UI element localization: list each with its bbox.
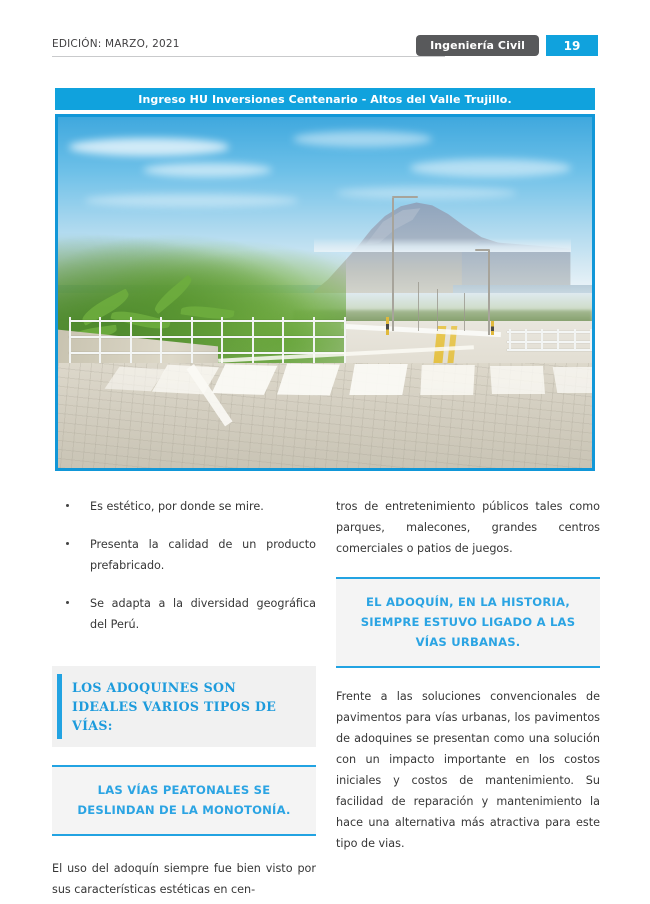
crosswalk — [58, 356, 592, 412]
cloud — [69, 138, 229, 156]
crosswalk-stripe — [420, 365, 475, 395]
pullquote-text: LAS VÍAS PEATONALES SE DESLINDAN DE LA MONOTONÍA. — [77, 783, 291, 817]
section-tab: Ingeniería Civil — [416, 35, 539, 56]
pedestrian-railing-right — [507, 329, 592, 350]
crosswalk-stripe — [552, 367, 592, 393]
figure-block — [55, 88, 595, 471]
page-number-badge: 19 — [546, 35, 598, 56]
street-lamp — [392, 198, 394, 331]
photo-frame — [55, 114, 595, 471]
pullquote-right — [336, 577, 600, 668]
road-bollard — [386, 317, 389, 335]
street-lamp-arm — [475, 249, 490, 251]
right-column — [336, 496, 600, 854]
list-item: Presenta la calidad de un producto prefabricado. — [52, 534, 316, 576]
left-column — [52, 496, 316, 900]
crosswalk-stripe — [212, 364, 278, 395]
paragraph-right-bottom: Frente a las soluciones convencionales de pavimentos para vías urbanas, los pavimentos de adoquines se presentan como una solución con un impacto importante en los costos iniciales y costos de mantenimiento. Su facilidad de reparación y mantenimiento la hace una alternativa más atractiva para este tipo de vias. — [336, 690, 600, 850]
list-item: Es estético, por donde se mire. — [52, 496, 316, 517]
list-item: Se adapta a la diversidad geográfica del Perú. — [52, 593, 316, 635]
header-divider — [52, 56, 445, 57]
pullquote-left — [52, 765, 316, 836]
paragraph-left: El uso del adoquín siempre fue bien visto por sus características estéticas en cen- — [52, 862, 316, 896]
page-header — [52, 36, 598, 62]
benefits-list — [52, 496, 316, 635]
atmospheric-haze — [314, 238, 570, 252]
paragraph-right-top: tros de entretenimiento públicos tales como parques, malecones, grandes centros comerciales o patios de juegos. — [336, 500, 600, 555]
cloud — [85, 194, 299, 206]
cloud — [410, 159, 570, 177]
utility-pole — [437, 289, 438, 331]
cloud — [293, 131, 432, 147]
crosswalk-stripe — [490, 366, 545, 394]
road-bollard — [491, 321, 494, 335]
utility-pole — [418, 282, 419, 331]
edition-label: EDICIÓN: MARZO, 2021 — [52, 38, 180, 50]
crosswalk-stripe — [349, 364, 408, 395]
pullquote-text: EL ADOQUÍN, EN LA HISTORIA, SIEMPRE ESTUVO LIGADO A LAS VÍAS URBANAS. — [360, 595, 576, 649]
cloud — [143, 163, 271, 177]
crosswalk-stripe — [277, 364, 340, 396]
road-photograph — [58, 117, 592, 468]
utility-pole — [464, 293, 465, 332]
section-heading-text: LOS ADOQUINES SON IDEALES VARIOS TIPOS DE VÍAS: — [72, 680, 277, 733]
street-lamp-arm — [392, 196, 418, 198]
section-heading-box — [52, 666, 316, 747]
figure-caption: Ingreso HU Inversiones Centenario - Altos del Valle Trujillo. — [55, 88, 595, 110]
